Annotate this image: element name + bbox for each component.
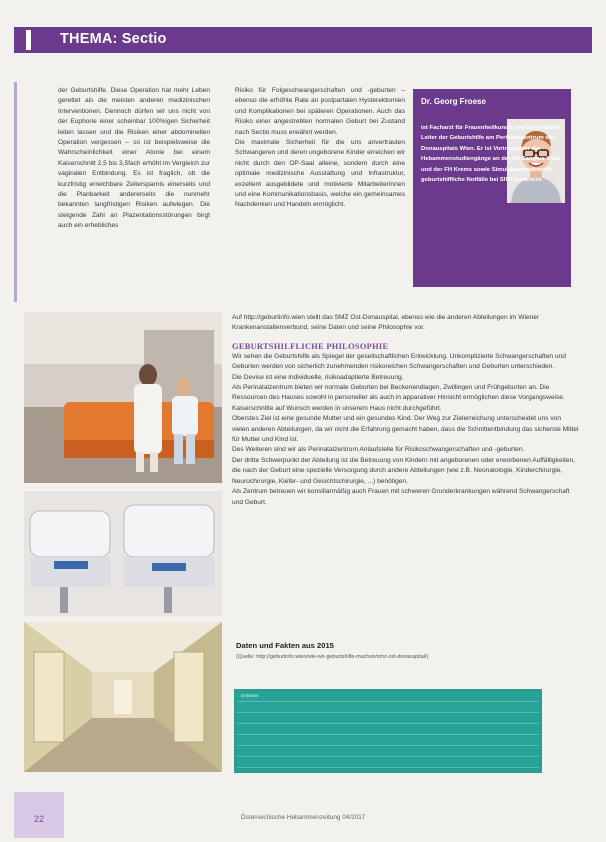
journal-footer: Österreichische Hebammenzeitung 04/2017 <box>240 814 366 821</box>
header-stripe <box>26 30 31 50</box>
paragraph: Oberstes Ziel ist eine gesunde Mutter und ein gesundes Kind. Der Weg zur Zielerreichung unterscheidet uns von vielen anderen Abteilungen, da wir nicht die Erfahrung gemacht haben, dass die Schnittentbindung das sicherste Mittel für Mutter und Kind ist. <box>232 415 579 444</box>
paragraph: Die Devise ist eine individuelle, risikoadaptierte Betreuung. <box>232 373 404 381</box>
intro-text: Auf http://geburtinfo.wien stellt das SMZ Ost-Donauspital, ebenso wie die anderen Abteilungen im Wiener Krankenanstaltenverbund, seine Daten und seine Philosophie vor. <box>232 314 540 332</box>
facts-source: (Quelle: http://geburtinfo.wien/wie-wir-geburtshilfe-machen/smz-ost-donauspital/) <box>236 654 429 660</box>
paragraph: Als Zentrum betreuen wir konsiliarmäßig auch Frauen mit schweren Grunderkrankungen während Schwangerschaft und Geburt. <box>232 488 570 506</box>
author-bio: ist Facharzt für Frauenheilkunde und Geburtshilfe, Leiter der Geburtshilfe am Perinatalzentrum des Donauspitals Wien. Er ist Vortragender der Hebammenstudiengänge an der FH Campus Wien und der FH Krems sowie Simulationstrainer für geburtshilfliche Notfälle bei SIMCharacters. <box>421 125 563 184</box>
paragraph: Als Perinatalzentrum bieten wir normale Geburten bei Beckenendlagen, Zwillingen und Frühgeburten an. Die Ressourcen des Hauses sowohl in personeller als auch in apparativer Hinsicht ermöglichen diese Vorgangsweise. Kaiserschnitte auf Wunsch werden in unserem Haus nicht durchgeführt. <box>232 384 565 412</box>
photo-incubators <box>24 491 222 616</box>
article-column-1 <box>58 86 210 232</box>
table-row <box>237 703 539 713</box>
paragraph: Die maximale Sicherheit für die uns anvertrauten Schwangeren und deren ungeborene Kinder erreichen wir nicht durch den OP-Saal alleine, sondern durch eine optimale medizinische Ausstattung und Infrastruktur, exzellent ausgebildete und motivierte Mitarbeiterinnen und eine Kommunikationsbasis, welche ein gemeinsames Nachdenken und Handeln ermöglicht. <box>235 139 405 209</box>
facts-table <box>234 689 542 773</box>
row-label: Geburten <box>241 693 259 698</box>
photo-staff-delivery-room <box>24 312 222 483</box>
photo-corridor <box>24 622 222 772</box>
paragraph: der Geburtshilfe. Diese Operation hat mehr Leben gerettet als die meisten anderen medizinischen Interventionen. Dennoch dürfen wir uns nicht von der Euphorie einer scheinbar 100%igen Sicherheit leiten lassen und die Risiken einer abdominellen Operation vergessen – so ist beispielsweise die Wahrscheinlichkeit einer Atonie bei einem Kaiserschnitt 2,5 bis 3,5fach erhöht im Vergleich zur vaginalen Entbindung. Es ist fraglich, ob die kurzfristig erreichbare Zeitersparnis einerseits und die Planbarkeit andererseits die nunmehr bekannten langfristigen Risiken aufwiegen. Die steigende Zahl an Plazentationsstörungen birgt auch ein erhebliches <box>58 87 210 230</box>
table-row <box>237 692 539 702</box>
table-row <box>237 714 539 724</box>
author-box <box>413 89 571 287</box>
right-column <box>232 313 580 508</box>
paragraph: Der dritte Schwerpunkt der Abteilung ist die Betreuung von Kindern mit angeborenen oder erworbenen Auffälligkeiten, die nach der Geburt eine spezielle Versorgung durch andere Abteilungen (wie z.B. Neonatologie, Kinderchirurgie, Neurochirurgie, Kiefer- und Gesichtschirurgie, ...) benötigen. <box>232 456 575 485</box>
facts-title: Daten und Fakten aus 2015 <box>236 641 334 650</box>
paragraph: Risiko für Folgeschwangerschaften und -geburten – ebenso die erhöhte Rate an postpartalen Hysterektomien und Komplikationen bei späteren Operationen. Auch das Risiko einer angestrebten normalen Geburt bei Zustand nach Sectio muss erwähnt werden. <box>235 87 405 136</box>
table-row <box>237 747 539 757</box>
left-accent-rule <box>14 82 17 302</box>
section-title: THEMA: Sectio <box>60 31 167 47</box>
article-column-2 <box>235 86 405 211</box>
table-row <box>237 725 539 735</box>
section-heading: GEBURTSHILFLICHE PHILOSOPHIE <box>232 341 389 351</box>
paragraph: Des Weiteren sind wir als Perinatalzentrum Anlaufstelle für Risikoschwangerschaften und -geburten. <box>232 446 525 454</box>
section-header <box>14 27 592 53</box>
page-number: 22 <box>34 814 45 824</box>
author-name: Dr. Georg Froese <box>421 97 486 106</box>
paragraph: Wir sehen die Geburtshilfe als Spiegel der gesellschaftlichen Entwicklung. Unkomplizierte Schwangerschaften und Geburten werden von sicherlich zunehmenden risikoreichen Schwangerschaften und Geburten unterschieden. <box>232 352 566 371</box>
table-row <box>237 758 539 768</box>
table-row <box>237 736 539 746</box>
